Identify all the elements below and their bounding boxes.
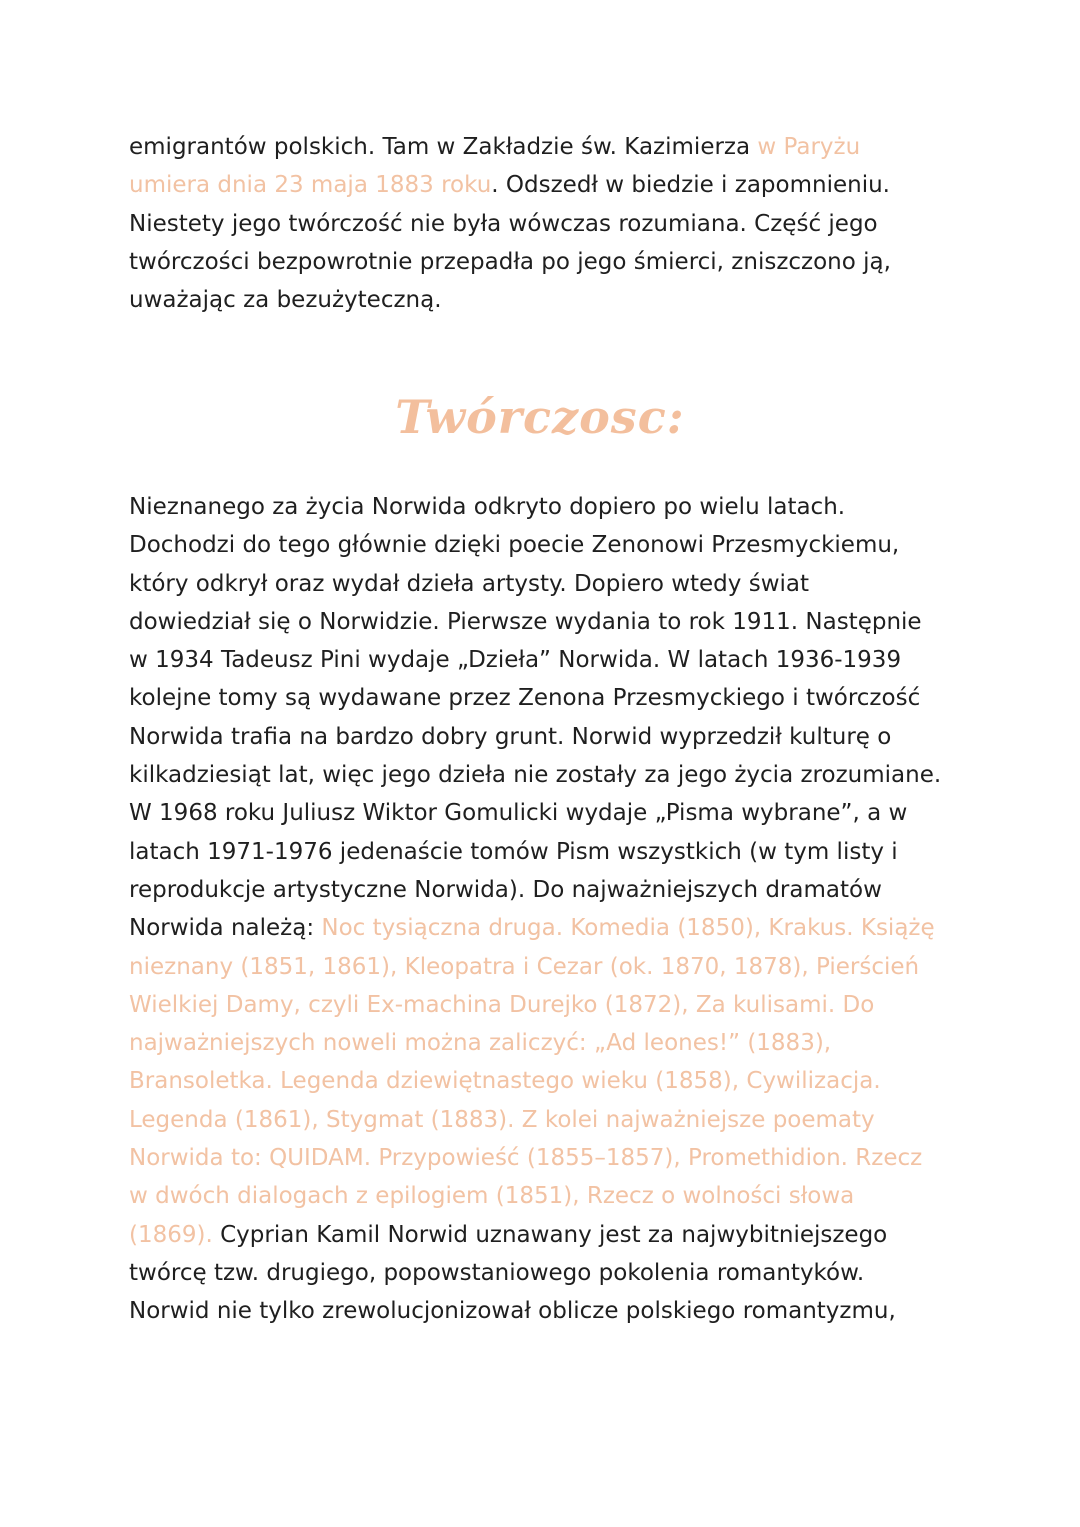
highlighted-text: Norwida to: QUIDAM. Przypowieść (1855–1857), Promethidion. Rzecz: [129, 1145, 923, 1172]
highlighted-text: Noc tysiączna druga. Komedia (1850), Krakus. Książę: [321, 915, 935, 942]
text-line: [129, 1139, 969, 1177]
text-line: [129, 526, 969, 564]
text-line: [129, 1062, 969, 1100]
body-text: emigrantów polskich. Tam w Zakładzie św. Kazimierza: [129, 134, 758, 160]
text-line: [129, 1292, 969, 1330]
text-line: [129, 1101, 969, 1139]
text-line: [129, 679, 969, 717]
highlighted-text: nieznany (1851, 1861), Kleopatra i Cezar (ok. 1870, 1878), Pierścień: [129, 953, 920, 980]
text-line: [129, 565, 969, 603]
body-text: kolejne tomy są wydawane przez Zenona Przesmyckiego i twórczość: [129, 685, 921, 712]
body-text: . Odszedł w biedzie i zapomnieniu.: [491, 172, 890, 199]
body-text: twórcę tzw. drugiego, popowstaniowego pokolenia romantyków.: [129, 1259, 865, 1286]
body-text: który odkrył oraz wydał dzieła artysty. Dopiero wtedy świat: [129, 570, 810, 597]
highlighted-text: Legenda (1861), Stygmat (1883). Z kolei najważniejsze poematy: [129, 1106, 875, 1133]
body-text: kilkadziesiąt lat, więc jego dzieła nie zostały za jego życia zrozumiane.: [129, 762, 942, 789]
text-line: [129, 603, 969, 641]
text-line: [129, 641, 969, 679]
highlighted-text: Wielkiej Damy, czyli Ex-machina Durejko (1872), Za kulisami. Do: [129, 991, 875, 1018]
text-line: [129, 281, 969, 319]
body-text: twórczości bezpowrotnie przepadła po jego śmierci, zniszczono ją,: [129, 248, 891, 275]
body-text: Dochodzi do tego głównie dzięki poecie Zenonowi Przesmyckiemu,: [129, 532, 900, 559]
paragraph-works: [129, 488, 969, 1331]
body-text: Nieznanego za życia Norwida odkryto dopiero po wielu latach.: [129, 494, 846, 520]
text-line: [129, 243, 969, 281]
text-line: [129, 986, 969, 1024]
text-line: [129, 1024, 969, 1062]
text-line: [129, 756, 969, 794]
highlighted-text: najważniejszych noweli można zaliczyć: „Ad leones!” (1883),: [129, 1030, 832, 1057]
text-line: [129, 205, 969, 243]
text-line: [129, 1177, 969, 1215]
body-text: dowiedział się o Norwidzie. Pierwsze wydania to rok 1911. Następnie: [129, 608, 922, 635]
text-line: [129, 488, 969, 526]
text-line: [129, 909, 969, 947]
paragraph-intro: [129, 128, 969, 319]
text-line: [129, 833, 969, 871]
text-line: [129, 718, 969, 756]
highlighted-text: w dwóch dialogach z epilogiem (1851), Rzecz o wolności słowa: [129, 1183, 855, 1210]
body-text: w 1934 Tadeusz Pini wydaje „Dzieła” Norwida. W latach 1936-1939: [129, 647, 902, 674]
body-text: latach 1971-1976 jedenaście tomów Pism wszystkich (w tym listy i: [129, 838, 898, 865]
text-line: [129, 948, 969, 986]
highlighted-text: umiera dnia 23 maja 1883 roku: [129, 172, 492, 199]
text-line: [129, 871, 969, 909]
body-text: Norwida trafia na bardzo dobry grunt. Norwid wyprzedził kulturę o: [129, 723, 892, 750]
text-line: [129, 166, 969, 204]
highlighted-text: w Paryżu: [757, 134, 861, 160]
section-heading: Twórczosc:: [395, 390, 685, 444]
highlighted-text: Bransoletka. Legenda dziewiętnastego wieku (1858), Cywilizacja.: [129, 1068, 881, 1095]
text-line: [129, 128, 969, 166]
highlighted-text: (1869).: [129, 1221, 213, 1248]
body-text: Niestety jego twórczość nie była wówczas rozumiana. Część jego: [129, 210, 878, 237]
body-text: W 1968 roku Juliusz Wiktor Gomulicki wydaje „Pisma wybrane”, a w: [129, 800, 908, 827]
body-text: uważając za bezużyteczną.: [129, 287, 442, 314]
text-line: [129, 1254, 969, 1292]
body-text: Norwid nie tylko zrewolucjonizował oblicze polskiego romantyzmu,: [129, 1298, 896, 1325]
body-text: Norwida należą:: [129, 915, 322, 942]
body-text: Cyprian Kamil Norwid uznawany jest za najwybitniejszego: [212, 1221, 888, 1248]
text-line: [129, 794, 969, 832]
text-line: [129, 1216, 969, 1254]
body-text: reprodukcje artystyczne Norwida). Do najważniejszych dramatów: [129, 876, 882, 903]
